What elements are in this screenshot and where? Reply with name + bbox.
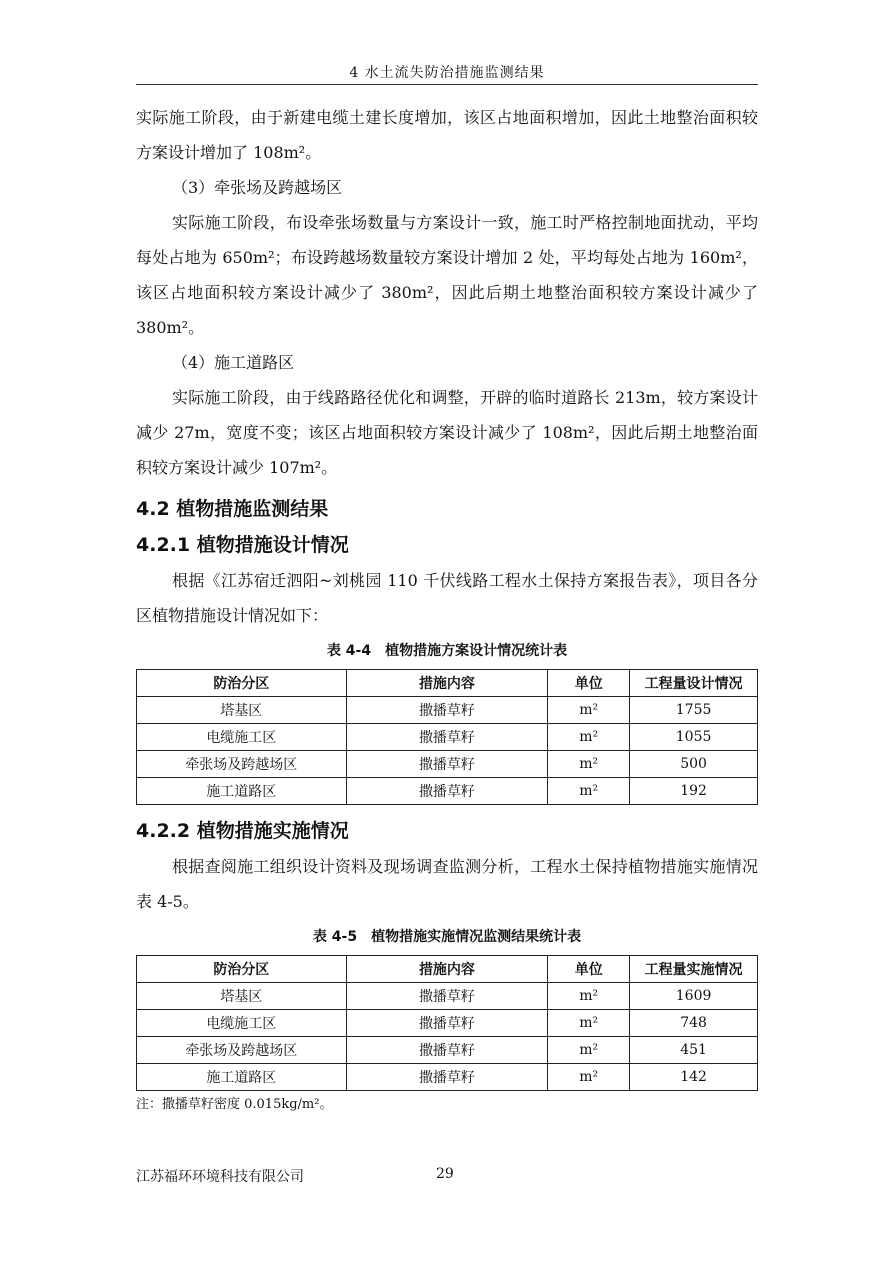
table-cell: 施工道路区 <box>137 1064 347 1091</box>
table-note: 注：撒播草籽密度 0.015kg/m²。 <box>136 1097 333 1112</box>
table-4-5-caption: 表 4-5 植物措施实施情况监测结果统计表 <box>312 929 582 945</box>
table-cell: 电缆施工区 <box>137 1010 347 1037</box>
table-cell: m² <box>548 751 630 778</box>
table-cell: m² <box>548 724 630 751</box>
table-cell: 撒播草籽 <box>346 778 548 805</box>
table-cell: m² <box>548 778 630 805</box>
table-cell: 451 <box>630 1037 758 1064</box>
table-row <box>137 724 758 751</box>
table-row <box>137 1010 758 1037</box>
page-body <box>136 100 758 1117</box>
section-heading-4-2: 4.2 植物措施监测结果 <box>136 498 329 520</box>
table-cell: m² <box>548 1010 630 1037</box>
subheading-construction-road: （4）施工道路区 <box>172 353 295 372</box>
running-header: 4 水土流失防治措施监测结果 <box>349 65 545 81</box>
column-header: 防治分区 <box>137 956 347 983</box>
table-cell: 牵张场及跨越场区 <box>137 1037 347 1064</box>
table-4-5 <box>136 955 758 1091</box>
paragraph-tension-site: 实际施工阶段，布设牵张场数量与方案设计一致，施工时严格控制地面扰动，平均每处占地为 650m²；布设跨越场数量较方案设计增加 2 处，平均每处占地为 160m²，该区占地面积较方案设计减少了 380m²，因此后期土地整治面积较方案设计减少了 380m²。 <box>136 213 758 337</box>
column-header: 工程量设计情况 <box>630 670 758 697</box>
table-cell: 撒播草籽 <box>346 983 548 1010</box>
table-cell: m² <box>548 1037 630 1064</box>
column-header: 工程量实施情况 <box>630 956 758 983</box>
table-cell: 1055 <box>630 724 758 751</box>
table-cell: 撒播草籽 <box>346 697 548 724</box>
paragraph-construction-road: 实际施工阶段，由于线路路径优化和调整，开辟的临时道路长 213m，较方案设计减少 27m，宽度不变；该区占地面积较方案设计减少了 108m²，因此后期土地整治面积较方案设计减少 107m²。 <box>136 388 758 477</box>
page-number: 29 <box>436 1166 454 1182</box>
table-cell: 500 <box>630 751 758 778</box>
table-cell: 撒播草籽 <box>346 1037 548 1064</box>
subheading-tension-site: （3）牵张场及跨越场区 <box>172 178 343 197</box>
column-header: 措施内容 <box>346 956 548 983</box>
table-cell: m² <box>548 1064 630 1091</box>
table-cell: m² <box>548 697 630 724</box>
table-row <box>137 1037 758 1064</box>
paragraph-design-source: 根据《江苏宿迁泗阳~刘桃园 110 千伏线路工程水土保持方案报告表》，项目各分区植物措施设计情况如下： <box>136 571 758 625</box>
table-row <box>137 983 758 1010</box>
column-header: 防治分区 <box>137 670 347 697</box>
header-rule <box>136 84 758 85</box>
table-cell: 电缆施工区 <box>137 724 347 751</box>
table-cell: 塔基区 <box>137 983 347 1010</box>
table-cell: 塔基区 <box>137 697 347 724</box>
table-header-row <box>137 956 758 983</box>
section-heading-4-2-1: 4.2.1 植物措施设计情况 <box>136 534 349 556</box>
table-cell: 施工道路区 <box>137 778 347 805</box>
table-cell: m² <box>548 983 630 1010</box>
column-header: 单位 <box>548 670 630 697</box>
table-cell: 748 <box>630 1010 758 1037</box>
table-cell: 1609 <box>630 983 758 1010</box>
table-cell: 192 <box>630 778 758 805</box>
table-cell: 撒播草籽 <box>346 751 548 778</box>
table-4-4 <box>136 669 758 805</box>
table-cell: 撒播草籽 <box>346 724 548 751</box>
table-cell: 牵张场及跨越场区 <box>137 751 347 778</box>
paragraph-cable-area: 实际施工阶段，由于新建电缆土建长度增加，该区占地面积增加，因此土地整治面积较方案设计增加了 108m²。 <box>136 108 758 162</box>
table-header-row <box>137 670 758 697</box>
table-cell: 1755 <box>630 697 758 724</box>
table-4-4-caption: 表 4-4 植物措施方案设计情况统计表 <box>326 643 568 659</box>
footer-company: 江苏福环环境科技有限公司 <box>136 1169 304 1185</box>
table-row <box>137 697 758 724</box>
table-row <box>137 778 758 805</box>
table-cell: 撒播草籽 <box>346 1010 548 1037</box>
table-cell: 撒播草籽 <box>346 1064 548 1091</box>
paragraph-implementation-source: 根据查阅施工组织设计资料及现场调查监测分析，工程水土保持植物措施实施情况表 4-5。 <box>136 857 758 911</box>
table-row <box>137 1064 758 1091</box>
table-cell: 142 <box>630 1064 758 1091</box>
section-heading-4-2-2: 4.2.2 植物措施实施情况 <box>136 820 349 842</box>
table-row <box>137 751 758 778</box>
column-header: 单位 <box>548 956 630 983</box>
column-header: 措施内容 <box>346 670 548 697</box>
